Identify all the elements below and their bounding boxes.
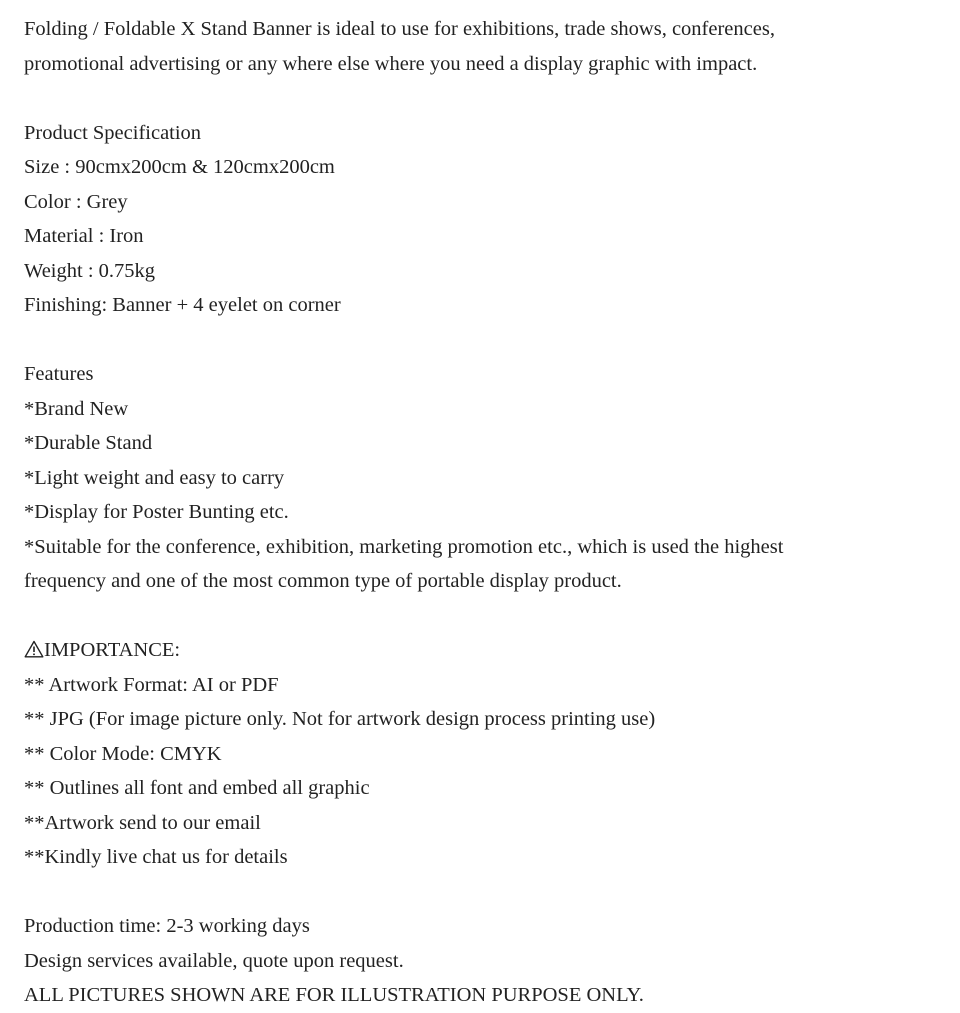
spec-heading: Product Specification (24, 121, 202, 144)
feature-item: *Brand New (24, 397, 129, 420)
intro-line-1: Folding / Foldable X Stand Banner is ideal to use for exhibitions, trade shows, conferences, (24, 18, 775, 40)
design-services: Design services available, quote upon request. (24, 949, 404, 972)
features-heading: Features (24, 363, 94, 385)
feature-item-long-2: frequency and one of the most common type of portable display product. (24, 570, 622, 592)
spec-material: Material : Iron (24, 225, 144, 247)
feature-item: *Light weight and easy to carry (24, 466, 285, 489)
spec-color: Color : Grey (24, 190, 128, 213)
spacer (24, 875, 904, 910)
production-time: Production time: 2-3 working days (24, 915, 310, 937)
importance-item: ** Outlines all font and embed all graphic (24, 777, 370, 799)
spacer (24, 323, 904, 358)
spec-weight: Weight : 0.75kg (24, 259, 156, 282)
importance-heading-row (24, 633, 904, 668)
importance-heading: IMPORTANCE: (44, 639, 181, 661)
importance-item: **Kindly live chat us for details (24, 846, 288, 868)
spacer (24, 81, 904, 116)
spacer (24, 599, 904, 634)
importance-item: ** Color Mode: CMYK (24, 742, 222, 765)
importance-item: **Artwork send to our email (24, 811, 261, 834)
feature-item-long-1: *Suitable for the conference, exhibition, marketing promotion etc., which is used the highest (24, 535, 784, 558)
warning-icon (24, 640, 44, 658)
feature-item: *Durable Stand (24, 432, 153, 454)
spec-size: Size : 90cmx200cm & 120cmx200cm (24, 156, 335, 178)
feature-item: *Display for Poster Bunting etc. (24, 501, 289, 523)
importance-item: ** Artwork Format: AI or PDF (24, 673, 279, 696)
disclaimer: ALL PICTURES SHOWN ARE FOR ILLUSTRATION PURPOSE ONLY. (24, 984, 644, 1006)
importance-item: ** JPG (For image picture only. Not for artwork design process printing use) (24, 708, 656, 730)
intro-line-2: promotional advertising or any where else where you need a display graphic with impact. (24, 52, 758, 75)
spec-finishing: Finishing: Banner + 4 eyelet on corner (24, 294, 341, 316)
